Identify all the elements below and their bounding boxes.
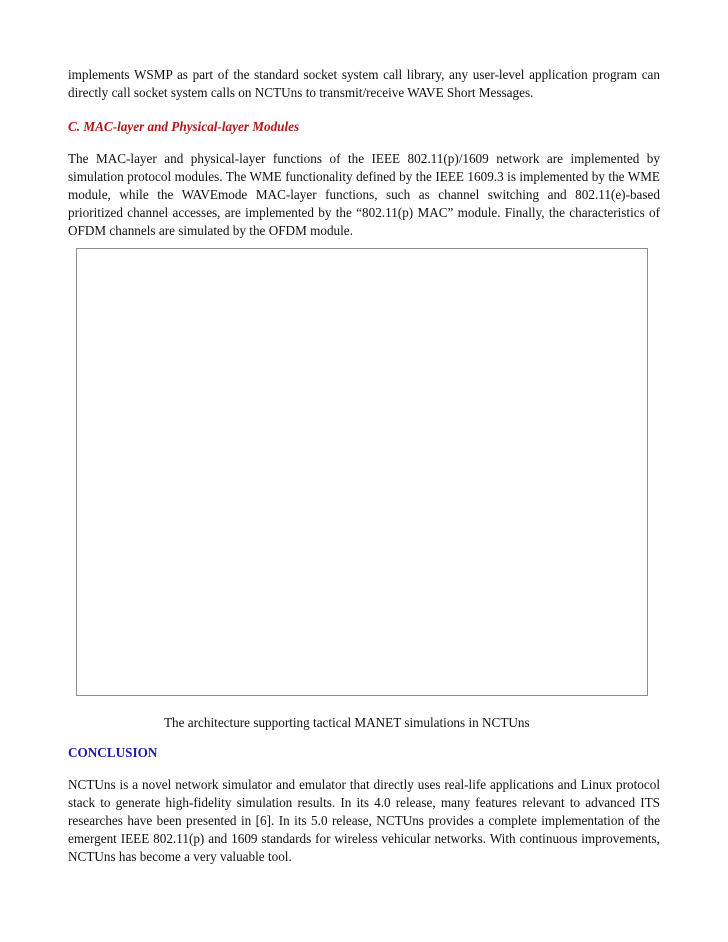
subsection-heading: C. MAC-layer and Physical-layer Modules: [68, 119, 300, 134]
figure-caption: The architecture supporting tactical MANET simulations in NCTUns: [164, 715, 530, 730]
conclusion-heading: CONCLUSION: [68, 745, 158, 760]
figure-placeholder: [76, 248, 648, 696]
conclusion-paragraph: NCTUns is a novel network simulator and emulator that directly uses real-life applications and Linux protocol stack to generate high-fidelity simulation results. In its 4.0 release, many features relevant to advanced ITS researches have been presented in [6]. In its 5.0 release, NCTUns provides a complete implementation of the emergent IEEE 802.11(p) and 1609 standards for wireless vehicular networks. With continuous improvements, NCTUns has become a very valuable tool.: [68, 777, 660, 864]
subsection-paragraph: The MAC-layer and physical-layer functions of the IEEE 802.11(p)/1609 network are implemented by simulation protocol modules. The WME functionality defined by the IEEE 1609.3 is implemented by the WME module, while the WAVEmode MAC-layer functions, such as channel switching and 802.11(e)-based prioritized channel accesses, are implemented by the “802.11(p) MAC” module. Finally, the characteristics of OFDM channels are simulated by the OFDM module.: [68, 151, 660, 238]
intro-paragraph: implements WSMP as part of the standard socket system call library, any user-level application program can directly call socket system calls on NCTUns to transmit/receive WAVE Short Messages.: [68, 67, 660, 100]
